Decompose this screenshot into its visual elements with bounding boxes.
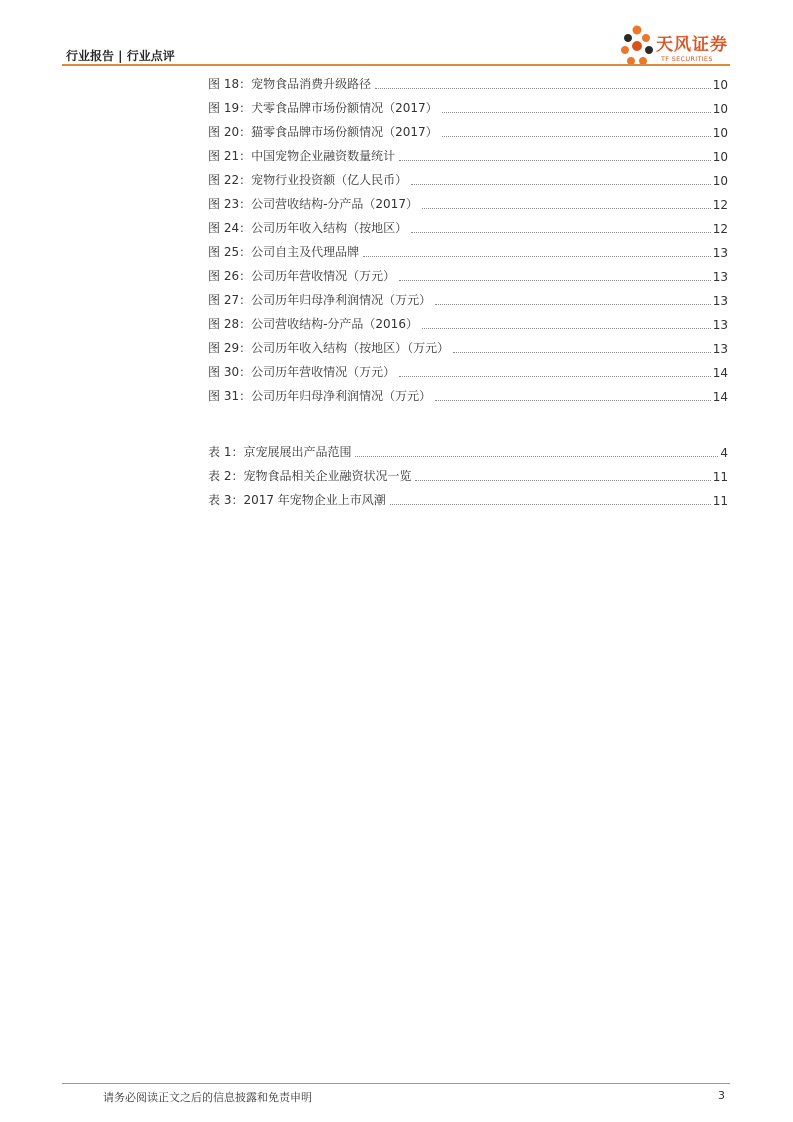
toc-entry-title: 图 22：宠物行业投资额（亿人民币） [208,173,408,187]
toc-entry-title: 图 25：公司自主及代理品牌 [208,245,360,259]
toc-entry-page: 13 [712,342,728,356]
toc-entry[interactable] [208,444,728,460]
toc-entry[interactable] [208,100,728,116]
toc-entry[interactable] [208,340,728,356]
toc-entry-page: 4 [720,446,728,460]
toc-entry-title: 图 29：公司历年收入结构（按地区）（万元） [208,341,450,355]
toc-entry[interactable] [208,316,728,332]
toc-entry[interactable] [208,244,728,260]
report-type-label: 行业报告 | 行业点评 [66,49,175,63]
toc-entry-title: 图 18：宠物食品消费升级路径 [208,77,372,91]
toc-entry-title: 图 24：公司历年收入结构（按地区） [208,221,408,235]
page-number: 3 [718,1089,725,1102]
toc-entry[interactable] [208,172,728,188]
toc-entry-page: 14 [712,366,728,380]
toc-entry-title: 图 26：公司历年营收情况（万元） [208,269,396,283]
leader-dots [435,400,711,401]
leader-dots [442,136,711,137]
leader-dots [399,376,711,377]
toc-entry-title: 表 3：2017 年宠物企业上市风潮 [208,493,386,507]
toc-entry-title: 表 1：京宠展展出产品范围 [208,445,352,459]
leader-dots [453,352,711,353]
toc-entry-page: 13 [712,294,728,308]
leader-dots [399,280,711,281]
toc-entry[interactable] [208,76,728,92]
leader-dots [415,480,710,481]
toc-entry[interactable] [208,364,728,380]
toc-entry[interactable] [208,468,728,484]
logo-subtitle: TF SECURITIES [661,55,713,63]
logo-mark-icon [620,24,654,68]
leader-dots [390,504,711,505]
leader-dots [375,88,711,89]
header-divider [62,64,730,66]
toc-entry-title: 图 19：犬零食品牌市场份额情况（2017） [208,101,438,115]
toc-entry-page: 10 [712,174,728,188]
leader-dots [363,256,711,257]
toc-entry-page: 12 [712,198,728,212]
toc-entry[interactable] [208,388,728,404]
toc-entry-page: 13 [712,318,728,332]
toc-entry-title: 图 21：中国宠物企业融资数量统计 [208,149,396,163]
logo-name: 天风证券 [656,35,728,55]
toc-entry[interactable] [208,268,728,284]
toc-entry-title: 图 27：公司历年归母净利润情况（万元） [208,293,432,307]
toc-entry-page: 10 [712,150,728,164]
footer-disclaimer: 请务必阅读正文之后的信息披露和免责申明 [103,1091,312,1104]
toc-entry-page: 10 [712,126,728,140]
leader-dots [355,456,718,457]
toc-entry[interactable] [208,148,728,164]
toc-entry-title: 图 23：公司营收结构-分产品（2017） [208,197,418,211]
toc-entry-title: 图 28：公司营收结构-分产品（2016） [208,317,418,331]
toc-entry-page: 10 [712,102,728,116]
leader-dots [411,232,711,233]
leader-dots [435,304,711,305]
toc-entry[interactable] [208,492,728,508]
leader-dots [399,160,711,161]
toc-entry-page: 11 [712,494,728,508]
toc-entry-title: 图 30：公司历年营收情况（万元） [208,365,396,379]
toc-entry-page: 13 [712,246,728,260]
footer-divider [62,1083,730,1084]
toc-entry-page: 11 [712,470,728,484]
tf-securities-logo [620,24,735,68]
toc-entry-page: 10 [712,78,728,92]
toc-entry[interactable] [208,220,728,236]
leader-dots [422,208,711,209]
toc-entry-page: 13 [712,270,728,284]
toc-entry[interactable] [208,196,728,212]
toc-entry-title: 图 20：猫零食品牌市场份额情况（2017） [208,125,438,139]
toc-entry-page: 14 [712,390,728,404]
leader-dots [442,112,711,113]
toc-entry-title: 表 2：宠物食品相关企业融资状况一览 [208,469,412,483]
toc-entry[interactable] [208,292,728,308]
toc-entry[interactable] [208,124,728,140]
toc-entry-page: 12 [712,222,728,236]
leader-dots [422,328,711,329]
leader-dots [411,184,711,185]
toc-entry-title: 图 31：公司历年归母净利润情况（万元） [208,389,432,403]
